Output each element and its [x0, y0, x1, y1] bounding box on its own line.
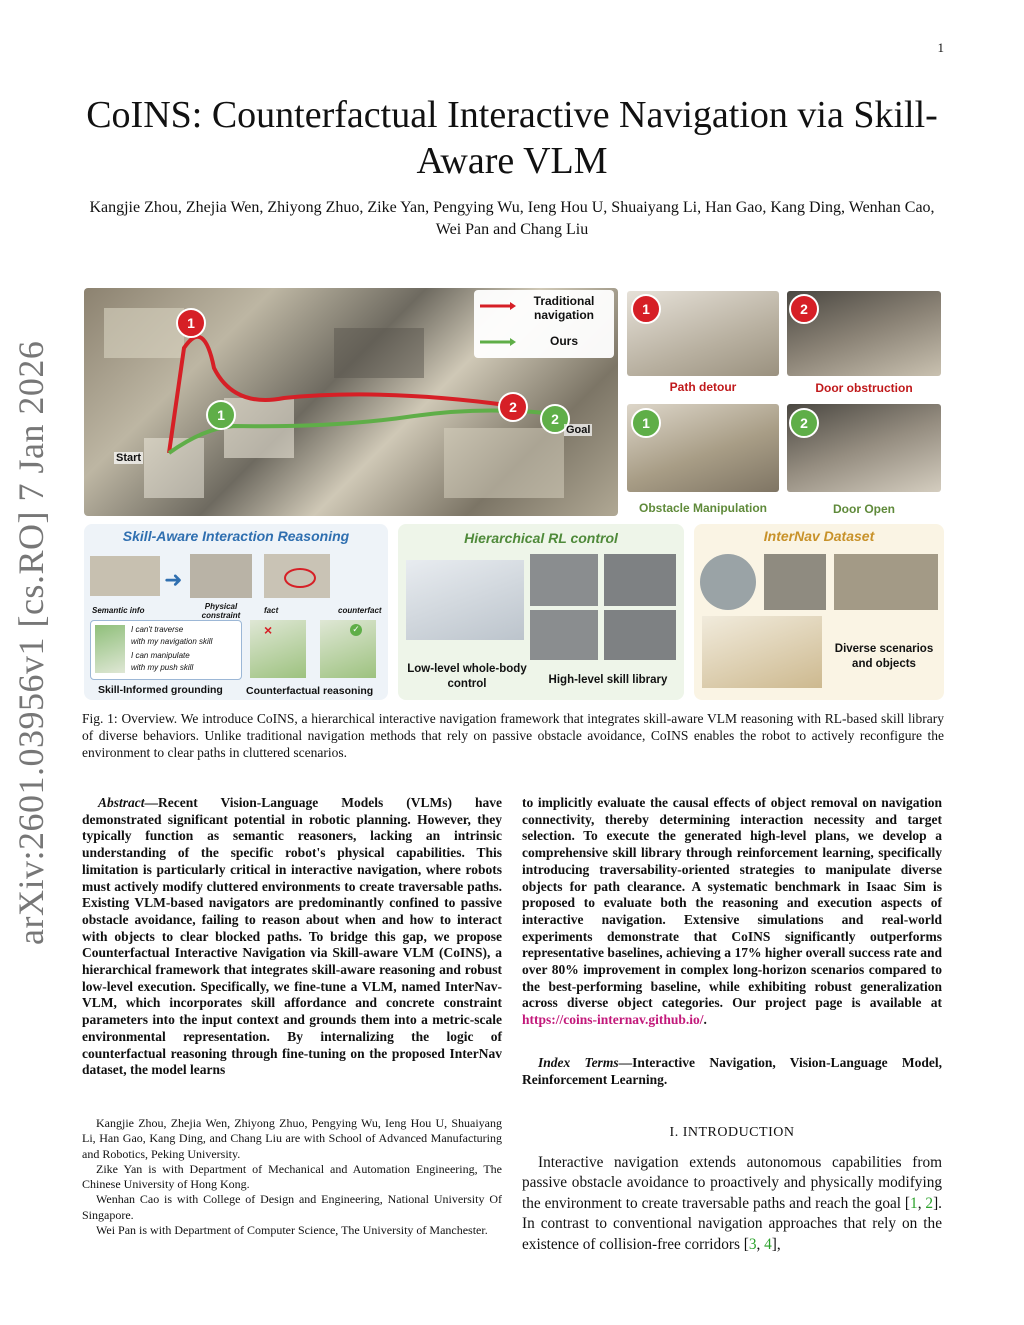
skill-image-2 [604, 554, 676, 606]
intro-text-mid: ]. In contrast to conventional navigation approaches that rely on the existence of collision-free corridors [ [522, 1194, 942, 1253]
arrow-right-icon: ➜ [164, 568, 183, 593]
abstract-left-text: Recent Vision-Language Models (VLMs) have demonstrated significant potential in robotic planning. However, they typically function as semantic reasoners, lacking an intrinsic understanding of the specific robot's physical capabilities. This limitation is particularly critical in interactive navigation, where robots must actively modify cluttered environments to create traversable paths. Existing VLM-based navigators are predominantly confined to passive obstacle avoidance, failing to reason about when and how to interact with objects to clear blocked paths. To bridge this gap, we propose Counterfactual Interactive Navigation via Skill-aware VLM (CoINS), a hierarchical framework that integrates skill-aware reasoning and robust low-level execution. Specifically, we fine-tune a VLM, named InterNav-VLM, which incorporates skill affordance and concrete constraint parameters into the input context and grounds them into a metric-scale environmental representation. By internalizing the logic of counterfactual reasoning through fine-tuning on the proposed InterNav dataset, the model learns [82, 795, 502, 1078]
cite-2[interactable]: 2 [925, 1194, 934, 1212]
push-skill-text: with my push skill [131, 663, 194, 672]
skill-reasoning-box [84, 524, 388, 700]
physical-constraint-label: Physical constraint [201, 602, 241, 620]
intro-text-end: ], [771, 1235, 781, 1253]
legend-ours: Ours [549, 334, 578, 348]
abstract-left: Abstract—Recent Vision-Language Models (VLMs) have demonstrated significant potential in robotic planning. However, they typically function as semantic reasoners, lacking an intrinsic understanding of the specific robot's physical capabilities. This limitation is particularly critical in interactive navigation, where robots must actively modify cluttered environments to create traversable paths. Existing VLM-based navigators are predominantly confined to passive obstacle avoidance, failing to reason about when and how to interact with objects to clear blocked paths. To bridge this gap, we propose Counterfactual Interactive Navigation via Skill-aware VLM (CoINS), a hierarchical framework that integrates skill-aware reasoning and robust low-level execution. Specifically, we fine-tune a VLM, named InterNav-VLM, which incorporates skill affordance and concrete constraint parameters into the input context and grounds them into a metric-scale environmental representation. By internalizing the logic of counterfactual reasoning through fine-tuning on the proposed InterNav dataset, the model learns [82, 795, 502, 1078]
abstract-end: . [703, 1012, 707, 1028]
overview-figure [84, 288, 944, 700]
caption-obstacle-manipulation: Obstacle Manipulation [638, 501, 767, 515]
footnote-4: Wei Pan is with Department of Computer Science, The University of Manchester. [96, 1223, 488, 1238]
footnote-3: Wenhan Cao is with College of Design and Engineering, National University Of Singapore. [82, 1192, 502, 1222]
abstract-label: Abstract [98, 795, 145, 810]
scene-thumb-3 [834, 554, 938, 610]
skill-box-title: Skill-Aware Interaction Reasoning [122, 528, 350, 544]
badge-path-detour: 1 [631, 294, 661, 324]
dataset-box-title: InterNav Dataset [763, 528, 875, 544]
caption-text: Overview. We introduce CoINS, a hierarchical interactive navigation framework that integrates skill-aware VLM reasoning with RL-based skill library of diverse behaviors. Unlike traditional navigation methods that rely on passive obstacle avoidance, CoINS enables the robot to actively reconfigure the environment to clear paths in cluttered scenarios. [82, 711, 945, 760]
badge-door-obstruction: 2 [789, 294, 819, 324]
map-badge-2-red: 2 [498, 392, 528, 422]
semantic-image [90, 556, 160, 596]
objects-thumb [702, 616, 822, 688]
start-label: Start [116, 452, 142, 464]
map-badge-1-green: 1 [206, 400, 236, 430]
index-terms: Index Terms—Interactive Navigation, Vision-Language Model, Reinforcement Learning. [522, 1055, 942, 1087]
high-level-label: High-level skill library [548, 674, 668, 686]
legend-traditional: Traditional navigation [533, 294, 595, 322]
scene-thumb-1 [700, 554, 756, 610]
badge-door-open: 2 [789, 408, 819, 438]
footnotes [82, 1116, 502, 1238]
index-terms-text: Interactive Navigation, Vision-Language Model, Reinforcement Learning. [522, 1055, 942, 1087]
abstract-right-text: to implicitly evaluate the causal effects of object removal on navigation connectivity, thereby determining interaction necessity and target selection. To execute the generated high-level plans, we develop a comprehensive skill library through reinforcement learning, specifically introducing traversability-oriented strategies to manipulate diverse objects for path clearance. A systematic benchmark in Isaac Sim is proposed to evaluate both the reasoning and execution aspects of interactive navigation. Extensive simulations and real-world experiments demonstrate that CoINS significantly outperforms representative baselines, achieving a 17% higher overall success rate and over 80% improvement in complex long-horizon scenarios compared to the best-performing baseline, while exhibiting robust generalization across diverse object categories. Our project page is available at [522, 795, 942, 1011]
scene-thumb-2 [764, 554, 826, 610]
can-manipulate-text: I can manipulate [131, 651, 190, 660]
grounding-map [95, 625, 125, 673]
constraint-image [190, 554, 252, 598]
scene-map [84, 288, 618, 516]
dataset-box [694, 524, 944, 700]
skill-image-1 [530, 554, 598, 606]
map-legend [474, 290, 614, 358]
skill-image-4 [604, 610, 676, 660]
fact-map [250, 620, 306, 678]
low-level-image [406, 560, 524, 640]
intro-text-start: Interactive navigation extends autonomous capabilities from passive obstacle avoidance to proactively and physically modifying the environment to create traversable paths and reach the goal [ [522, 1154, 942, 1212]
counterfact-map [320, 620, 376, 678]
intro-paragraph [522, 1153, 942, 1255]
abstract-right [522, 795, 942, 1029]
semantic-info-label: Semantic info [92, 606, 145, 615]
rl-control-box [398, 524, 684, 700]
caption-door-obstruction: Door obstruction [815, 381, 913, 395]
arxiv-watermark: arXiv:2601.03956v1 [cs.RO] 7 Jan 2026 [11, 340, 51, 945]
author-list: Kangjie Zhou, Zhejia Wen, Zhiyong Zhuo, Zike Yan, Pengying Wu, Ieng Hou U, Shuaiyang Li, Han Gao, Kang Ding, Wenhan Cao, Wei Pan and Chang Liu [89, 199, 935, 238]
check-icon: ✓ [350, 624, 362, 636]
highlight-circle [284, 568, 316, 588]
cite-1[interactable]: 1 [910, 1194, 918, 1212]
project-link[interactable]: https://coins-internav.github.io/ [522, 1012, 704, 1028]
page-number: 1 [937, 40, 944, 55]
rl-box-title: Hierarchical RL control [464, 530, 618, 546]
caption-path-detour: Path detour [669, 380, 737, 394]
skill-image-3 [530, 610, 598, 660]
fact-label: fact [264, 606, 279, 615]
counterfactual-reasoning-label: Counterfactual reasoning [246, 685, 374, 697]
skill-info-panel [90, 620, 242, 680]
skill-grounding-label: Skill-Informed grounding [98, 684, 223, 696]
diverse-label: Diverse scenarios and objects [834, 643, 934, 670]
cite-4[interactable]: 4 [764, 1235, 772, 1253]
goal-label: Goal [566, 424, 591, 436]
cite-sep-2: , [756, 1235, 765, 1253]
map-badge-2-green: 2 [540, 404, 570, 434]
figure-caption [82, 710, 944, 761]
intro-heading: I. INTRODUCTION [669, 1125, 795, 1140]
nav-skill-text: with my navigation skill [131, 637, 213, 646]
footnote-1: Kangjie Zhou, Zhejia Wen, Zhiyong Zhuo, Pengying Wu, Ieng Hou U, Shuaiyang Li, Han Gao, Kang Ding, and Chang Liu are with School of Advanced Manufacturing and Robotics, Peking University. [82, 1116, 502, 1161]
counterfact-label: counterfact [338, 606, 382, 615]
cite-sep-1: , [917, 1194, 926, 1212]
paper-title: CoINS: Counterfactual Interactive Navigation via Skill-Aware VLM [86, 94, 938, 182]
badge-obstacle-manipulation: 1 [631, 408, 661, 438]
cant-traverse-text: I can't traverse [131, 625, 184, 634]
caption-label: Fig. 1: [82, 711, 118, 726]
map-badge-1-red: 1 [176, 308, 206, 338]
cross-icon: × [264, 622, 273, 638]
index-terms-label: Index Terms [538, 1055, 619, 1070]
low-level-label: Low-level whole-body control [407, 663, 527, 690]
footnote-2: Zike Yan is with Department of Mechanical and Automation Engineering, The Chinese University of Hong Kong. [82, 1161, 502, 1192]
caption-door-open: Door Open [833, 502, 895, 516]
cite-3[interactable]: 3 [748, 1235, 757, 1253]
